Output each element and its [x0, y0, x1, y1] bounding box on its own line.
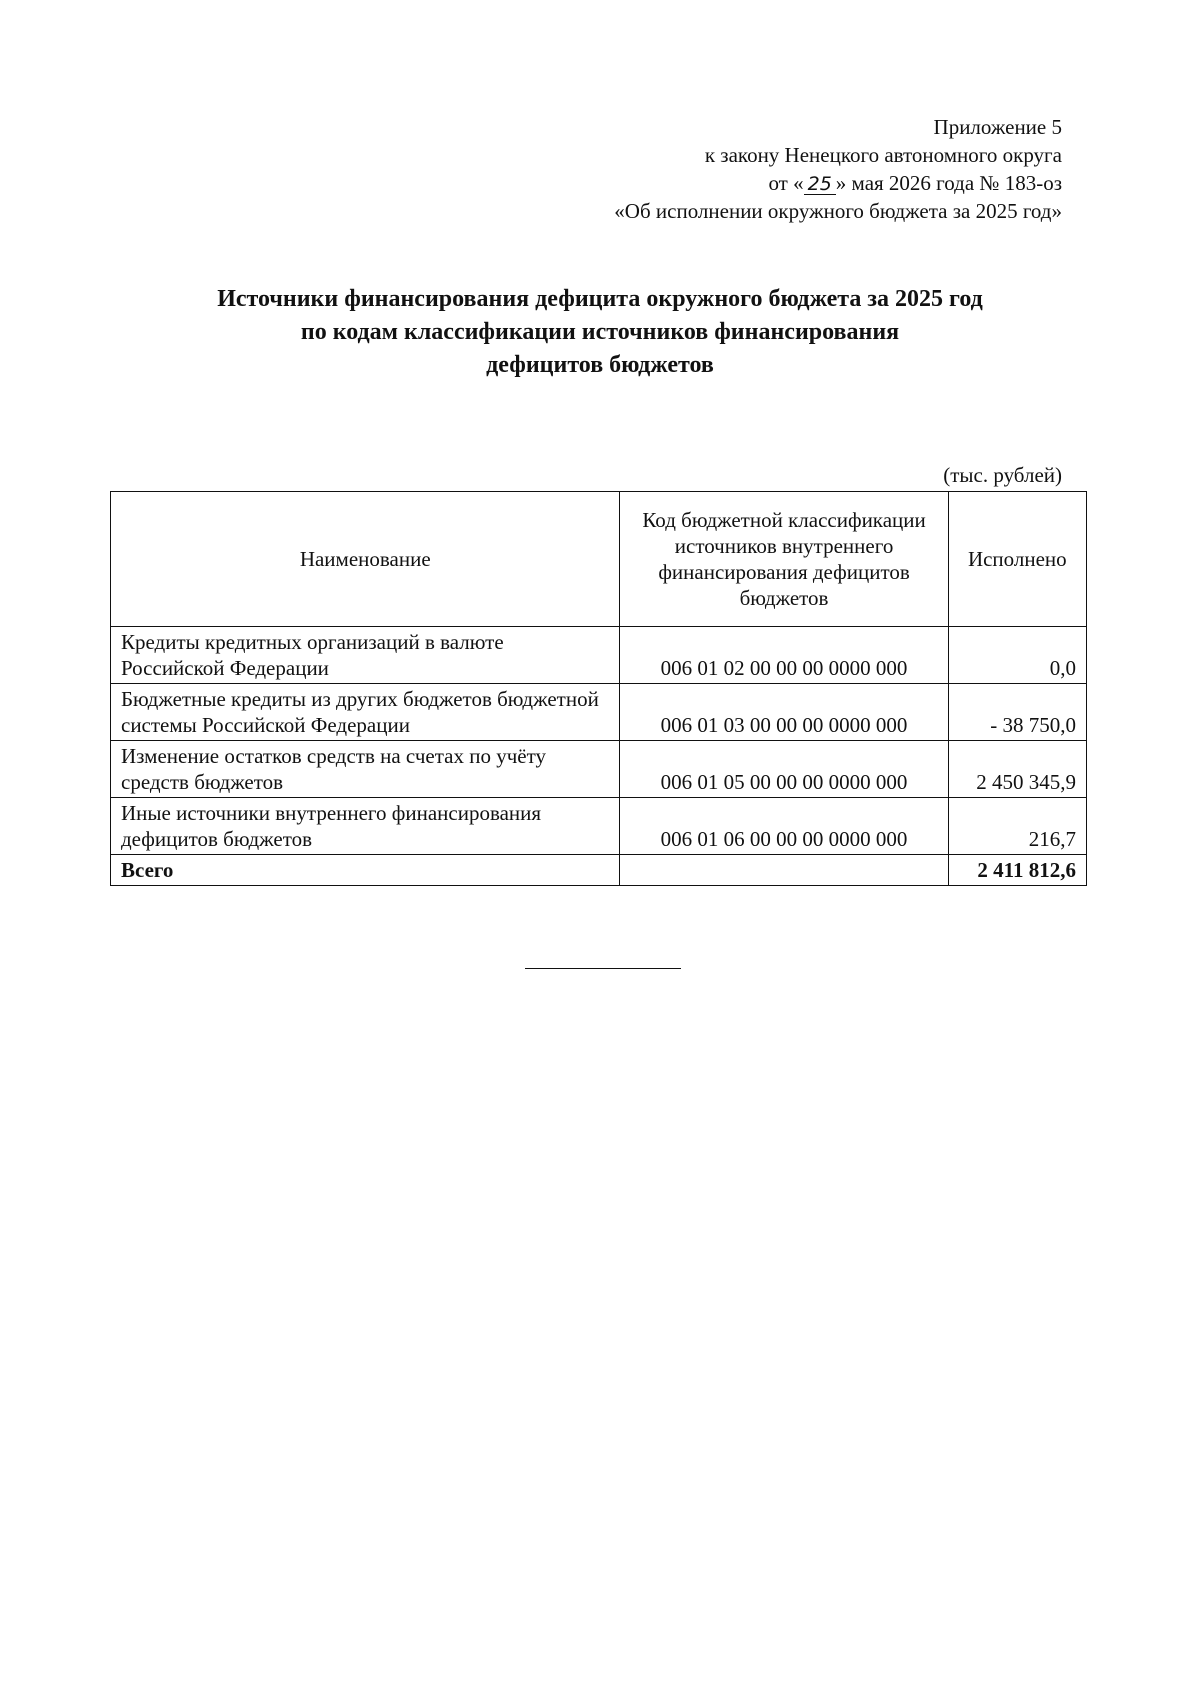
- title-line-1: Источники финансирования дефицита окружного бюджета за 2025 год: [217, 286, 983, 312]
- title-line-3: дефицитов бюджетов: [486, 352, 714, 378]
- appendix-law-title: «Об исполнении окружного бюджета за 2025 год»: [614, 199, 1062, 223]
- header-name: Наименование: [111, 492, 620, 627]
- row-name: Изменение остатков средств на счетах по учёту средств бюджетов: [111, 741, 620, 798]
- table-row: [111, 627, 1087, 684]
- row-executed: 0,0: [948, 627, 1086, 684]
- row-code: 006 01 02 00 00 00 0000 000: [620, 627, 948, 684]
- date-suffix: » мая 2026 года № 183-оз: [835, 171, 1062, 195]
- sources-table: [110, 491, 1087, 886]
- row-executed: - 38 750,0: [948, 684, 1086, 741]
- row-executed: 216,7: [948, 798, 1086, 855]
- header-code: Код бюджетной классификации источников внутреннего финансирования дефицитов бюджетов: [620, 492, 948, 627]
- header-executed: Исполнено: [948, 492, 1086, 627]
- total-code: [620, 855, 948, 886]
- row-executed: 2 450 345,9: [948, 741, 1086, 798]
- total-label: Всего: [111, 855, 620, 886]
- date-prefix: от «: [768, 171, 804, 195]
- units-label: (тыс. рублей): [943, 463, 1062, 487]
- table-row: [111, 741, 1087, 798]
- document-title: [100, 283, 1100, 382]
- title-line-2: по кодам классификации источников финансирования: [300, 319, 900, 345]
- closing-divider: [525, 968, 681, 969]
- total-executed: 2 411 812,6: [948, 855, 1086, 886]
- row-name: Бюджетные кредиты из других бюджетов бюджетной системы Российской Федерации: [111, 684, 620, 741]
- appendix-law-reference: к закону Ненецкого автономного округа: [704, 143, 1062, 167]
- table-row: [111, 684, 1087, 741]
- row-code: 006 01 06 00 00 00 0000 000: [620, 798, 948, 855]
- row-code: 006 01 03 00 00 00 0000 000: [620, 684, 948, 741]
- row-name: Кредиты кредитных организаций в валюте Российской Федерации: [111, 627, 620, 684]
- appendix-number: Приложение 5: [933, 115, 1062, 139]
- appendix-block: [614, 113, 1062, 225]
- total-row: [111, 855, 1087, 886]
- appendix-date-line: [614, 169, 1062, 197]
- handwritten-day: 25: [804, 174, 836, 195]
- table-header-row: [111, 492, 1087, 627]
- row-code: 006 01 05 00 00 00 0000 000: [620, 741, 948, 798]
- table-row: [111, 798, 1087, 855]
- row-name: Иные источники внутреннего финансирования дефицитов бюджетов: [111, 798, 620, 855]
